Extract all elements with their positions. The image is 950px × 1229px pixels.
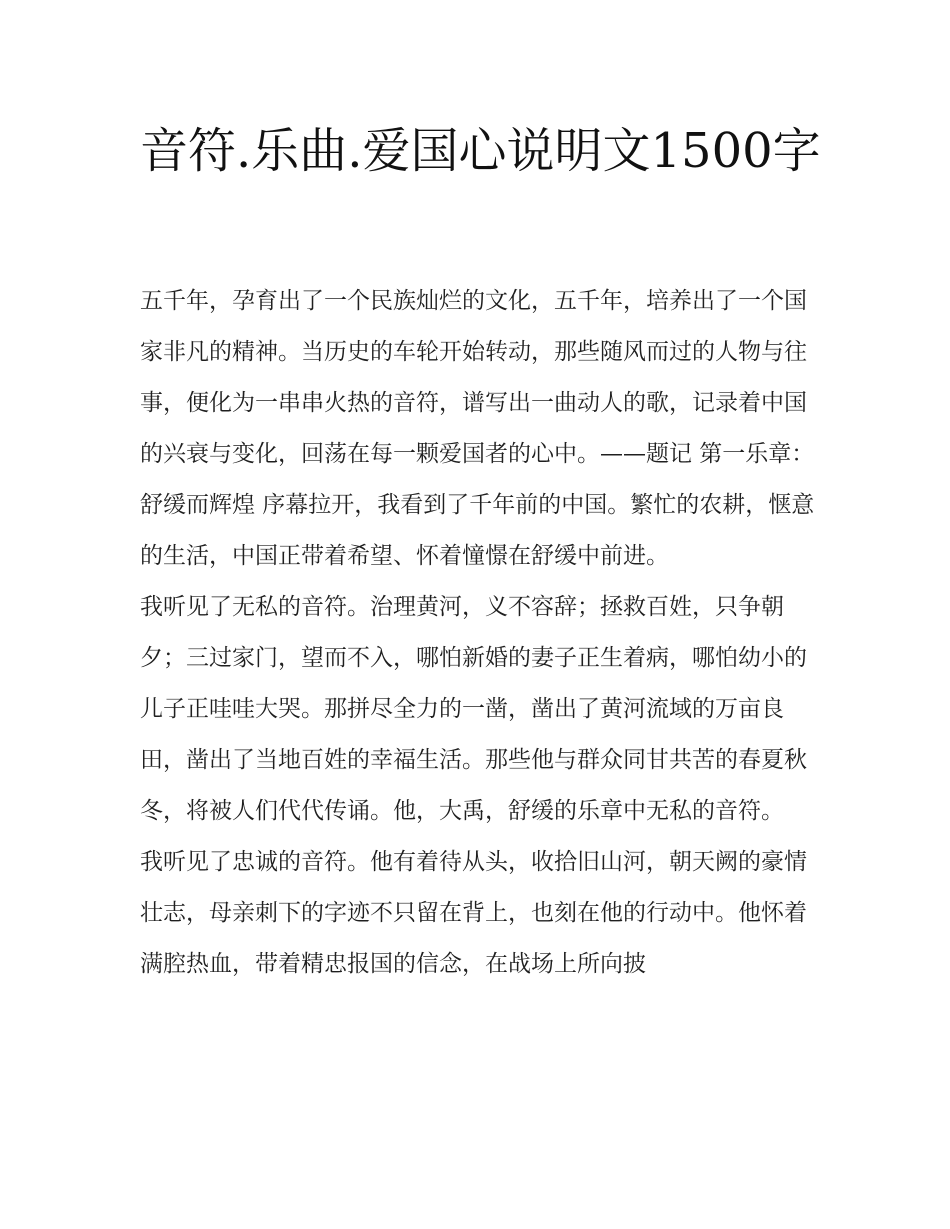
- paragraph: 我听见了忠诚的音符。他有着待从头，收拾旧山河，朝天阙的豪情壮志，母亲刺下的字迹不只留在背上，也刻在他的行动中。他怀着满腔热血，带着精忠报国的信念，在战场上所向披: [140, 849, 807, 977]
- paragraph: 五千年，孕育出了一个民族灿烂的文化，五千年，培养出了一个国家非凡的精神。当历史的车轮开始转动，那些随风而过的人物与往事，便化为一串串火热的音符，谱写出一曲动人的歌，记录着中国的兴衰与变化，回荡在每一颗爱国者的心中。——题记 第一乐章：舒缓而辉煌 序幕拉开，我看到了千年前的中国。繁忙的农耕，惬意的生活，中国正带着希望、怀着憧憬在舒缓中前进。: [140, 288, 815, 569]
- document-body: [140, 276, 820, 990]
- paragraph: 我听见了无私的音符。治理黄河，义不容辞；拯救百姓，只争朝夕；三过家门，望而不入，哪怕新婚的妻子正生着病，哪怕幼小的儿子正哇哇大哭。那拼尽全力的一凿，凿出了黄河流域的万亩良田，凿出了当地百姓的幸福生活。那些他与群众同甘共苦的春夏秋冬，将被人们代代传诵。他，大禹，舒缓的乐章中无私的音符。: [140, 594, 807, 824]
- document-title: 音符.乐曲.爱国心说明文1500字: [140, 123, 821, 179]
